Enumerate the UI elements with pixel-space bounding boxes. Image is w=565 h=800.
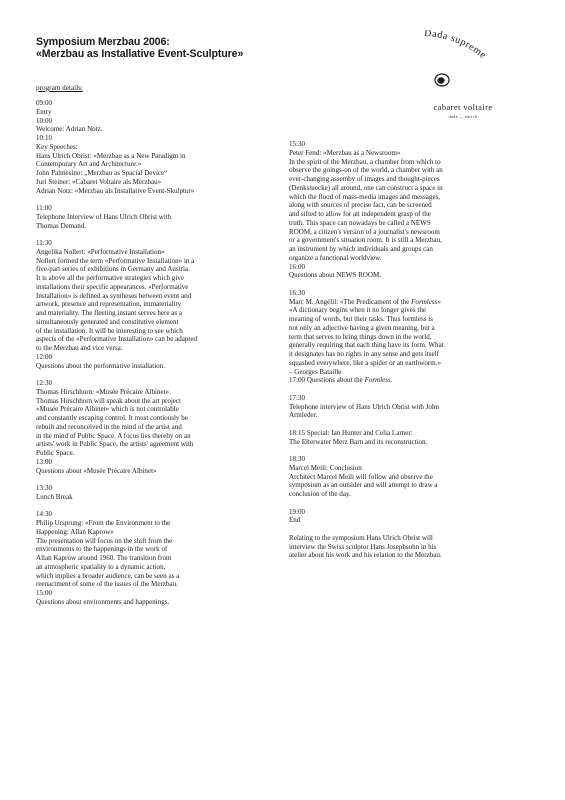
program-line: 13:00: [36, 457, 53, 466]
program-line: 12:30: [36, 379, 53, 387]
title-line-2: «Merzbau as Installative Event-Sculpture»: [36, 48, 244, 60]
program-line: ever-changing assemby of images and thought-pieces: [289, 175, 440, 183]
program-line: Relating to the symposium Hans Ulrich Obrist will: [289, 533, 433, 542]
program-line: five-part series of exhibitions in Germany and Austria.: [36, 265, 190, 274]
program-line: 11:30: [36, 239, 52, 247]
program-line: Marcel Meili: Conclusion: [289, 463, 362, 472]
program-line: Contemporary Art and Architecture.»: [36, 160, 142, 169]
program-line: not only an adjective having a given meaning, but a: [289, 323, 435, 332]
program-line: or a government's situation room. It is still a Merzbau,: [289, 236, 442, 245]
program-line: 10:00: [36, 116, 53, 125]
program-line: «A dictionary begins when it no longer gives the: [289, 306, 426, 315]
program-line: Thomas Demand.: [36, 221, 87, 230]
program-line: and sifted to allow for an independent grasp of the: [289, 210, 431, 218]
program-line: installations their specific appearances. «Performative: [36, 282, 189, 291]
spacer: [289, 499, 535, 508]
program-line: observe the goings-on of the world, a chamber with an: [289, 166, 443, 175]
svg-text:Dada supreme: Dada supreme: [423, 30, 489, 62]
program-line: aspects of the «Performative Installation» can be adapted: [36, 335, 198, 344]
program-line: Happening: Allan Kaprow»: [36, 527, 114, 536]
program-line: meaning of words, but their tasks. Thus formless is: [289, 315, 433, 323]
program-line: Thomas Hirschhorn: «Musée Précaire Albinet».: [36, 387, 171, 396]
program-line: Philip Ursprung: «From the Environment to the: [36, 519, 171, 527]
program-line: organize a functional worldview.: [289, 253, 382, 262]
program-line: Architect Marcel Meili will follow and observe the: [289, 472, 433, 481]
program-line: which implies a broader audience, can be seen as a: [36, 571, 180, 580]
logo-name: cabaret voltaire: [433, 102, 493, 112]
program-line: Peter Fend: «Merzbau as a Newsroom»: [289, 148, 401, 157]
program-line: It is above all the performative strategies which give: [36, 274, 184, 282]
spacer: [36, 475, 284, 484]
program-right-column: [289, 140, 535, 560]
program-line: The presentation will focus on the shift from the: [36, 536, 173, 545]
program-line: generally requiring that each thing have its form. What: [289, 341, 444, 350]
program-line: to the Merzbau and vice versa.: [36, 344, 123, 352]
program-line: 15:00: [36, 589, 53, 597]
program-left-column: [36, 99, 284, 607]
program-line: which the flood of mass-media images and messages,: [289, 192, 441, 201]
spacer: [289, 280, 535, 289]
program-line: term that serves to bring things down in the world,: [289, 332, 432, 341]
program-line: End: [289, 516, 301, 525]
program-line: 09:00: [36, 99, 53, 107]
program-line: In the spirit of the Merzbau, a chamber from which to: [289, 157, 441, 166]
spacer: [36, 230, 284, 239]
program-line: Questions about NEWS ROOM.: [289, 271, 381, 280]
program-line: The Elterwater Merz Barn and its reconstruction.: [289, 437, 428, 446]
program-line: 17:30: [289, 393, 306, 402]
program-line: Questions about the performative installation.: [36, 361, 165, 370]
program-line: Questions about «Musée Précaire Albinet»: [36, 466, 157, 475]
program-line: Angelika Nollert: «Performative Installation»: [36, 247, 165, 256]
program-line: Thomas Hirschhorn will speak about the art project: [36, 396, 182, 405]
program-line: 16:00: [289, 262, 306, 271]
program-line: 17:00 Questions about the Formless.: [289, 376, 393, 385]
program-line: 13:30: [36, 484, 53, 492]
logo-arc-text: [388, 30, 538, 102]
spacer: [289, 525, 535, 534]
title-line-1: Symposium Merzbau 2006:: [36, 36, 170, 48]
logo-eye-icon: [434, 73, 450, 87]
program-line: Marc M. Angélil: «The Predicament of the Formless»: [289, 297, 441, 306]
spacer: [36, 502, 284, 511]
program-line: and materiality. The fleeting instant serves here as a: [36, 309, 182, 317]
spacer: [36, 195, 284, 204]
program-line: Public Space.: [36, 449, 75, 457]
program-heading: program details:: [36, 84, 83, 92]
document-title: [36, 36, 336, 60]
program-line: squashed everywhere, like a spider or an earthworm.»: [289, 358, 442, 367]
program-line: Hans Ulrich Obrist: «Merzbau as a New Paradigm in: [36, 151, 186, 160]
program-line: Nollert formed the term «Performative Installation» in a: [36, 256, 195, 265]
program-line: 15:30: [289, 140, 306, 148]
spacer: [289, 446, 535, 455]
program-line: Telephone Interview of Hans Ulrich Obrist with: [36, 212, 172, 221]
spacer: [36, 370, 284, 379]
program-line: artists' work in Public Space, the artists' agreement with: [36, 440, 194, 449]
program-line: of the installation. It will be interesting to see which: [36, 326, 183, 335]
program-line: environments to the happenings in the work of: [36, 545, 168, 554]
program-line: interview the Swiss sculptor Hans Josephsohn in his: [289, 542, 437, 551]
program-line: symposium as an outsider and will attempt to draw a: [289, 481, 438, 490]
program-line: 11:00: [36, 204, 52, 212]
program-line: Telephone interview of Hans Ulrich Obrist with John: [289, 402, 440, 411]
program-line: Allan Kaprow around 1960. The transition from: [36, 554, 172, 562]
spacer: [289, 420, 535, 429]
program-line: simultaneously generated and constitutive element: [36, 317, 179, 326]
program-line: and constantly escaping control. It must contiously be: [36, 414, 188, 422]
program-line: 18:30: [289, 455, 306, 463]
program-line: 16:30: [289, 288, 306, 297]
program-line: in the mind of Public Space. A focus lies thereby on an: [36, 431, 191, 440]
program-line: Armleder.: [289, 411, 318, 420]
program-line: Lunch Break: [36, 492, 73, 501]
program-line: an instrument by which individuals and groups can: [289, 245, 433, 253]
logo-subtitle: dada — zürich: [448, 114, 478, 119]
program-line: rebuilt and reconceived in the mind of the artist and: [36, 422, 182, 431]
program-line: 18:15 Special: Ian Hunter and Celia Larner:: [289, 428, 413, 437]
program-line: atelier about his work and his relation to the Merzbau.: [289, 551, 442, 560]
program-line: 12:00: [36, 352, 53, 361]
program-line: reenactment of some of the issues of the Merzbau.: [36, 580, 178, 589]
program-line: ROOM, a citizen's version of a journalist's newsroom: [289, 227, 440, 236]
program-line: Entry: [36, 107, 52, 116]
program-line: 14:30: [36, 510, 53, 519]
program-line: – Georges Bataille: [289, 367, 342, 376]
program-line: (Denkstuecke) all around, one can construct a space in: [289, 183, 443, 192]
cabaret-voltaire-logo: [388, 30, 538, 130]
program-line: Juri Steiner: «Cabaret Voltaire als Merzbau»: [36, 177, 162, 186]
program-line: Welcome: Adrian Notz.: [36, 125, 103, 134]
program-line: conclusion of the day.: [289, 490, 351, 498]
program-line: 19:00: [289, 507, 306, 516]
program-line: Adrian Notz: «Merzbau als Installative Event-Skulptur»: [36, 186, 195, 195]
program-line: it designates has no rights in any sense and gets itself: [289, 350, 439, 358]
program-line: Key Speeches:: [36, 142, 78, 151]
program-line: along with sources of precise fact, can be screened: [289, 201, 432, 210]
spacer: [289, 385, 535, 394]
program-line: «Musée Précaire Albinet» which is not controlable: [36, 405, 179, 414]
program-line: artwork, presence and representation, immateriality: [36, 300, 182, 309]
program-line: John Palmesino: „Merzbau as Spacial Device“: [36, 169, 168, 177]
program-line: an atmospheric spatiality to a dynamic action,: [36, 562, 166, 571]
program-line: Questions about environments and happenings.: [36, 597, 170, 606]
program-line: truth. This space can nowadays be called a NEWS: [289, 218, 431, 227]
program-line: 10:10: [36, 134, 53, 142]
program-line: Installation» is defined as syntheses between event and: [36, 291, 192, 300]
